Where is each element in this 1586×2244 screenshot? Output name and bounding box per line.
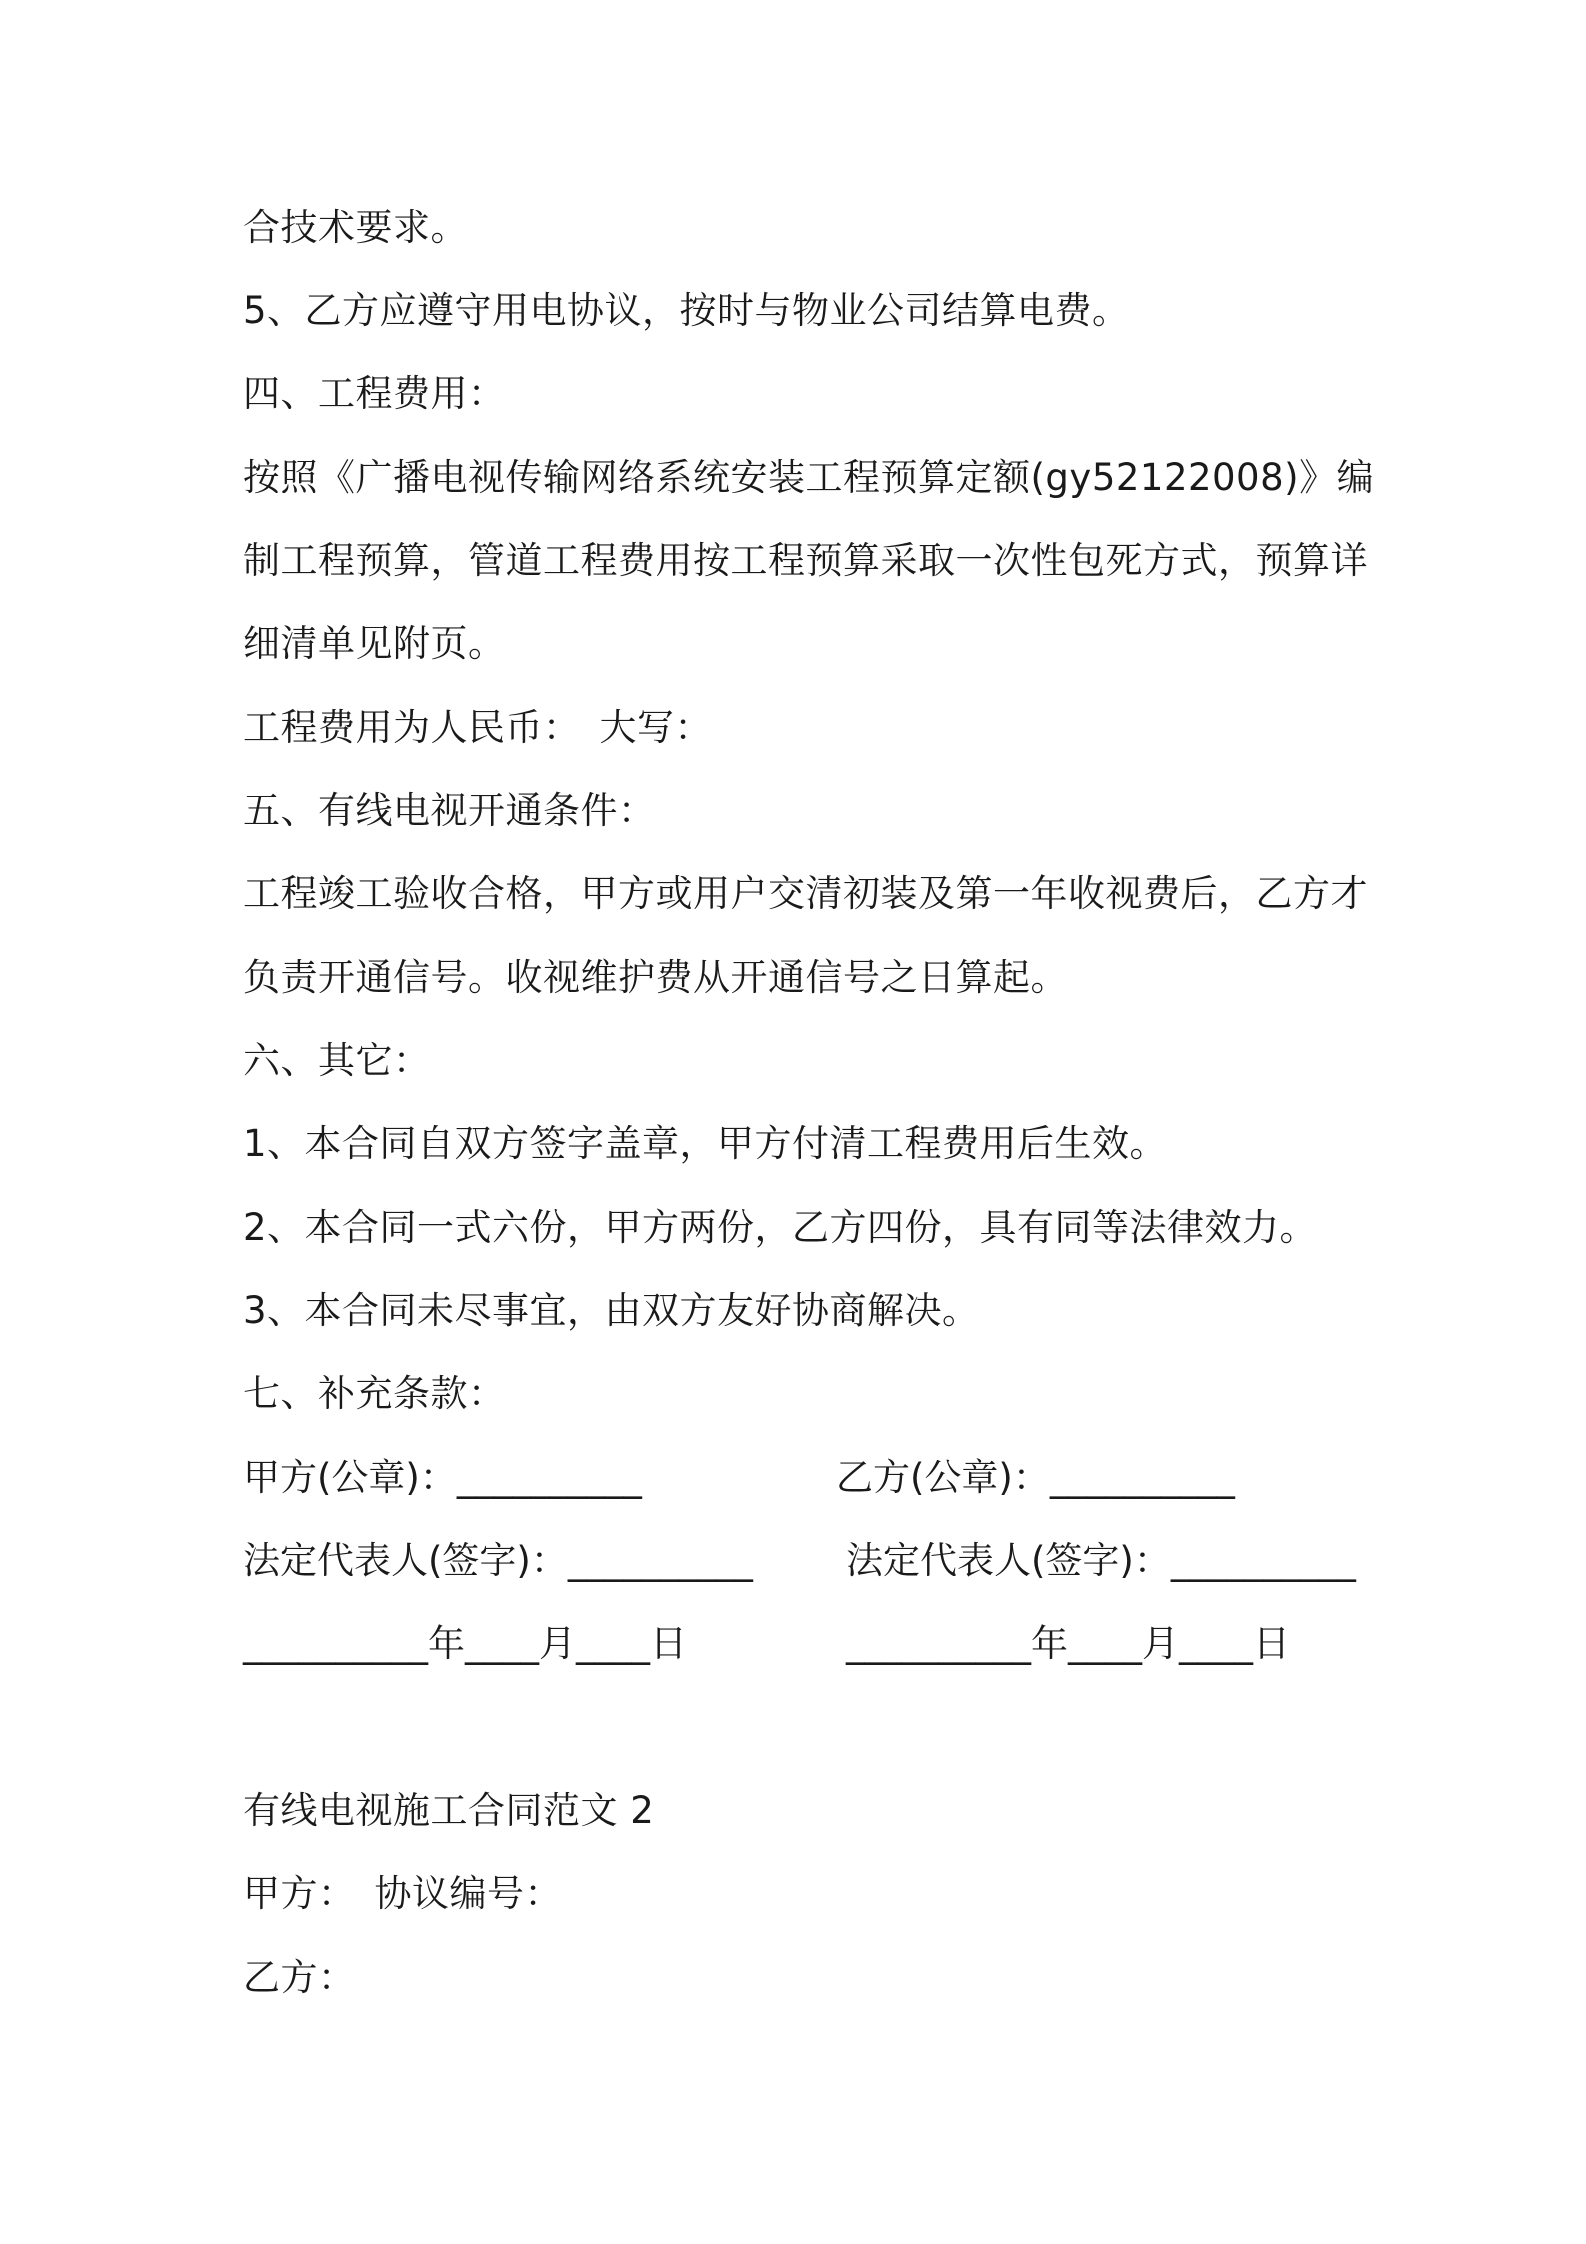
section-6-item-1: 1、本合同自双方签字盖章，甲方付清工程费用后生效。	[243, 1122, 1168, 1165]
section-4-heading: 四、工程费用：	[243, 372, 506, 415]
section-5-heading: 五、有线电视开通条件：	[243, 789, 656, 832]
party-a-rep-field: 法定代表人(签字)：__________	[243, 1539, 753, 1582]
fee-amount-line: 工程费用为人民币： 大写：	[243, 706, 712, 749]
party-b-date-field: __________年____月____日	[846, 1622, 1290, 1665]
party-a-date-field: __________年____月____日	[243, 1622, 687, 1665]
section-7-heading: 七、补充条款：	[243, 1372, 506, 1415]
second-contract-party-a: 甲方： 协议编号：	[243, 1872, 562, 1915]
clause-text-tech-requirements: 合技术要求。	[243, 206, 468, 249]
section-4-text-line-1: 按照《广播电视传输网络系统安装工程预算定额(gy52122008)》编	[243, 456, 1375, 499]
section-5-text-line-2: 负责开通信号。收视维护费从开通信号之日算起。	[243, 956, 1068, 999]
section-5-text-line-1: 工程竣工验收合格，甲方或用户交清初装及第一年收视费后，乙方才	[243, 872, 1368, 915]
section-4-text-line-2: 制工程预算，管道工程费用按工程预算采取一次性包死方式，预算详	[243, 539, 1368, 582]
section-4-text-line-3: 细清单见附页。	[243, 622, 506, 665]
section-6-item-3: 3、本合同未尽事宜，由双方友好协商解决。	[243, 1289, 980, 1332]
party-b-rep-field: 法定代表人(签字)：__________	[846, 1539, 1356, 1582]
clause-5-electricity: 5、乙方应遵守用电协议，按时与物业公司结算电费。	[243, 289, 1130, 332]
section-6-item-2: 2、本合同一式六份，甲方两份，乙方四份，具有同等法律效力。	[243, 1206, 1318, 1249]
party-b-seal-field: 乙方(公章)：__________	[836, 1456, 1235, 1499]
second-contract-party-b: 乙方：	[243, 1956, 356, 1999]
second-contract-title: 有线电视施工合同范文 2	[243, 1789, 655, 1832]
section-6-heading: 六、其它：	[243, 1039, 431, 1082]
party-a-seal-field: 甲方(公章)：__________	[243, 1456, 642, 1499]
